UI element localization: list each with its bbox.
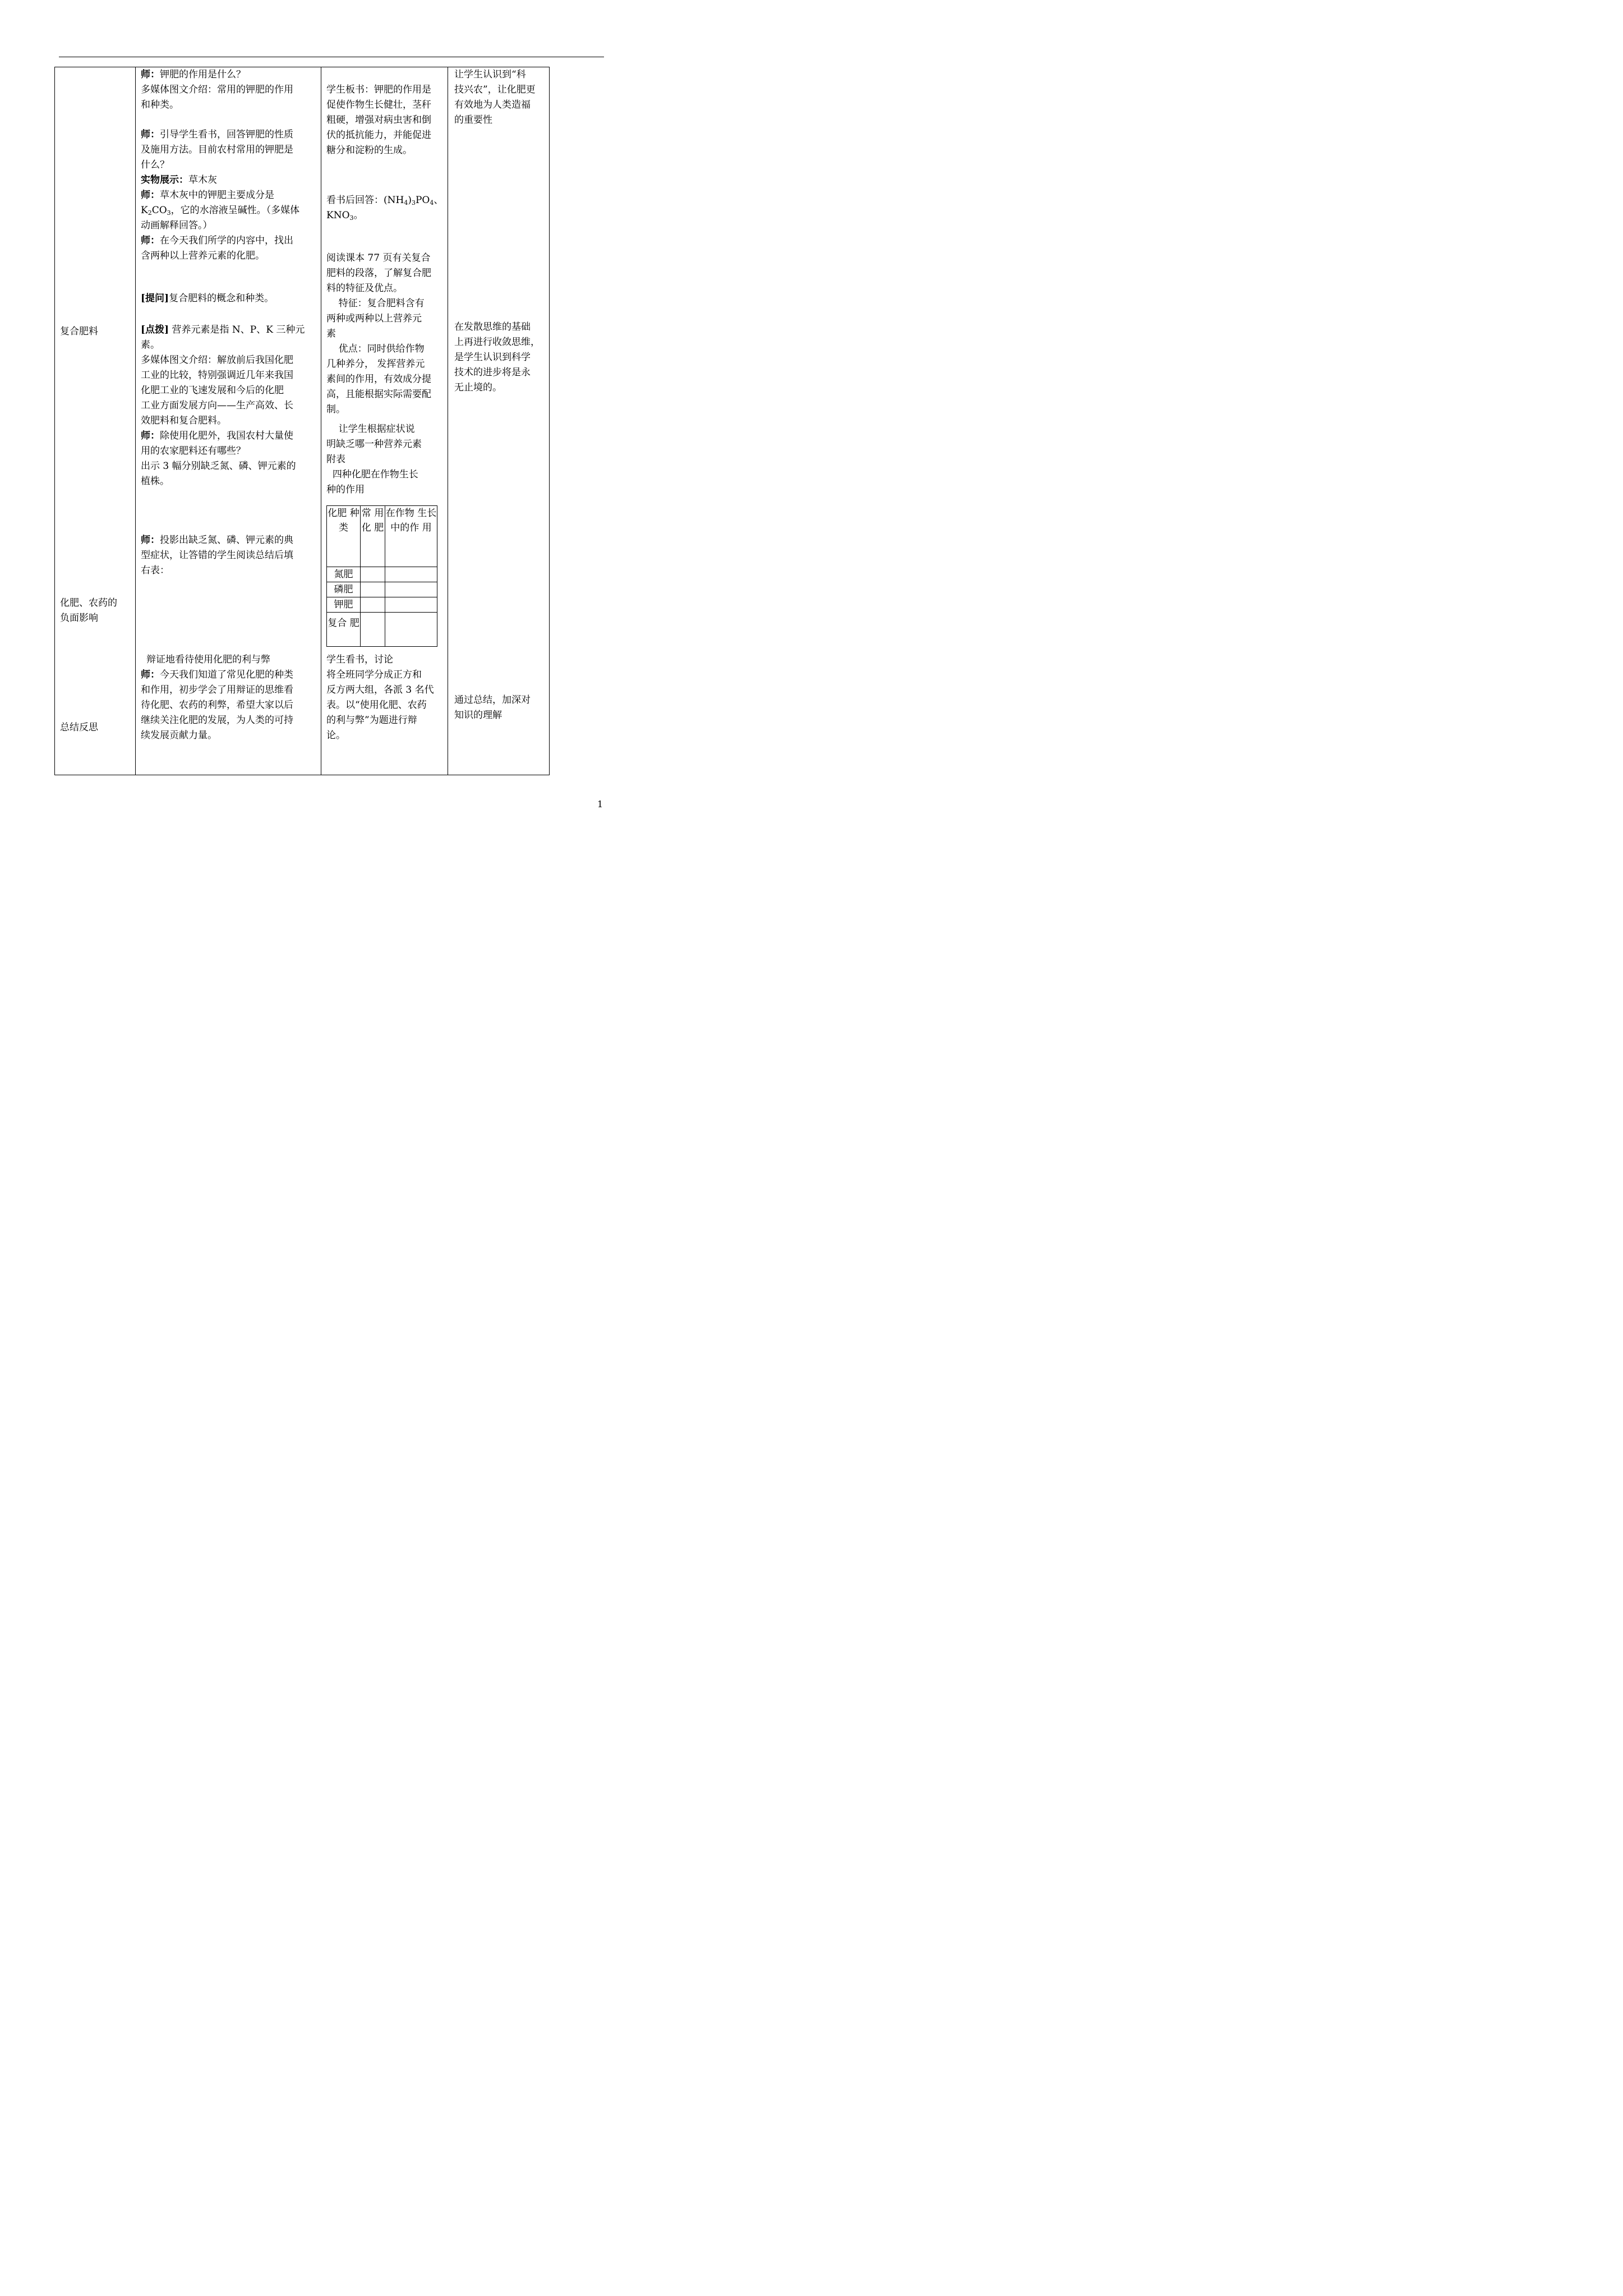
formula-subscript: 3 — [411, 199, 416, 206]
header-fertilizer-type: 化肥 种类 — [328, 508, 359, 533]
intent-summary: 通过总结，加深对 知识的理解 — [454, 694, 531, 721]
intent-divergent-thinking: 在发散思维的基础 上再进行收敛思维， 是学生认识到科学 技术的进步将是永 无止境的。 — [454, 321, 540, 393]
student-activity-column — [322, 67, 448, 775]
formula-text: CO — [151, 205, 167, 216]
speaker-label: 师： — [141, 129, 160, 140]
formula-text: 。 — [353, 210, 363, 221]
formula-text: PO — [415, 195, 430, 206]
teacher-text: 钾肥的作用是什么？ — [160, 69, 246, 80]
student-answer-formulas — [326, 193, 443, 223]
row-label-summary: 总结反思 — [60, 722, 98, 733]
formula-subscript: 3 — [349, 214, 354, 222]
show-deficient-plants: 出示 3 幅分别缺乏氮、磷、钾元素的 植株。 — [141, 461, 296, 487]
compound-features: 特征：复合肥料含有 两种或两种以上营养元 素 — [326, 298, 425, 339]
speaker-label: 师： — [141, 535, 160, 546]
design-intent-column — [449, 67, 549, 775]
teacher-farm-manure — [141, 429, 293, 459]
formula-text: ) — [408, 195, 412, 206]
teacher-text: 草木灰中的钾肥主要成分是 — [160, 190, 274, 201]
teacher-activity-column — [136, 67, 321, 775]
question-label: [提问] — [141, 293, 169, 304]
compound-advantages: 优点：同时供给作物 几种养分， 发挥营养元 素间的作用，有效成分提 高，且能根据实际需要配 制。 — [326, 343, 431, 415]
fertilizer-table-caption: 四种化肥在作物生长 种的作用 — [326, 469, 418, 495]
intent-technology-agriculture: 让学生认识到“科 技兴农”，让化肥更 有效地为人类造福 的重要性 — [454, 69, 536, 126]
display-label: 实物展示： — [141, 174, 188, 186]
formula-text: KNO — [326, 210, 350, 221]
page-number: 1 — [597, 799, 603, 809]
formula-subscript: 4 — [404, 199, 408, 206]
teacher-plant-ash — [141, 188, 299, 233]
teacher-find-compound — [141, 233, 293, 264]
speaker-label: 师： — [141, 669, 160, 680]
teacher-summary — [141, 668, 293, 743]
speaker-label: 师： — [141, 235, 160, 246]
fertilizer-function-table — [326, 505, 437, 647]
formula-subscript: 2 — [147, 209, 152, 217]
teacher-text: 除使用化肥外，我国农村大量使 用的农家肥料还有哪些？ — [141, 430, 293, 457]
student-read-textbook: 阅读课本 77 页有关复合 肥料的段落，了解复合肥 料的特征及优点。 — [326, 252, 431, 294]
formula-subscript: 4 — [430, 199, 434, 206]
student-symptom-task: 让学生根据症状说 明缺乏哪一种营养元素 附表 — [326, 424, 422, 465]
formula-text: 看书后回答：(NH — [326, 195, 404, 206]
row-label-negative-effects: 化肥、农药的 负面影响 — [60, 597, 117, 624]
teacher-text: 投影出缺乏氮、磷、钾元素的典 型症状，让答错的学生阅读总结后填 右表： — [141, 535, 293, 576]
teacher-text: 今天我们知道了常见化肥的种类 和作用，初步学会了用辩证的思维看 待化肥、农药的利弊，希望大家以后 继续关注化肥的发展，为人类的可持 续发展贡献力量。 — [141, 669, 293, 741]
teacher-guide-reading — [141, 127, 293, 173]
dialectical-view-heading: 辩证地看待使用化肥的利与弊 — [146, 654, 270, 665]
teacher-projection-symptoms — [141, 533, 293, 578]
speaker-label: 师： — [141, 190, 160, 201]
teacher-text: 在今天我们所学的内容中，找出 含两种以上营养元素的化肥。 — [141, 235, 293, 261]
formula-text: K — [141, 205, 148, 216]
teacher-question-potash — [141, 67, 246, 82]
header-common-fertilizer: 常 用 化 肥 — [361, 508, 384, 533]
student-debate: 学生看书，讨论 将全班同学分成正方和 反方两大组，各派 3 名代 表。以“使用化肥、农药 的利与弊”为题进行辩 论。 — [326, 654, 434, 741]
teacher-text: 引导学生看书，回答钾肥的性质 及施用方法。目前农村常用的钾肥是 什么？ — [141, 129, 293, 171]
teacher-text: 复合肥料的概念和种类。 — [169, 293, 274, 304]
speaker-label: 师： — [141, 69, 160, 80]
display-text: 草木灰 — [188, 174, 217, 186]
speaker-label: 师： — [141, 430, 160, 441]
header-crop-function: 在作物 生长 中的作 用 — [385, 508, 437, 533]
teacher-text: 营养元素是指 N、P、K 三种元 素。 — [141, 324, 305, 351]
section-column — [55, 67, 136, 775]
lesson-plan-table — [54, 67, 550, 775]
teacher-text: ，它的水溶液呈碱性。（多媒体 动画解释回答。） — [141, 205, 300, 231]
formula-text: 、 — [434, 195, 444, 206]
object-display — [141, 173, 217, 188]
formula-subscript: 3 — [167, 209, 171, 217]
question-compound-concept — [141, 291, 274, 306]
row-compound: 复合 肥 — [328, 618, 359, 629]
row-phosphorus: 磷肥 — [334, 584, 353, 595]
student-board-notes: 学生板书：钾肥的作用是 促使作物生长健壮，茎秆 粗硬，增强对病虫害和倒 伏的抵抗能力，并能促进 糖分和淀粉的生成。 — [326, 84, 431, 156]
row-potassium: 钾肥 — [334, 599, 353, 610]
multimedia-intro-potash: 多媒体图文介绍：常用的钾肥的作用 和种类。 — [141, 84, 293, 111]
row-nitrogen: 氮肥 — [334, 569, 353, 580]
multimedia-industry-history: 多媒体图文介绍：解放前后我国化肥 工业的比较，特别强调近几年来我国 化肥工业的飞速发展和今后的化肥 工业方面发展方向——生产高效、长 效肥料和复合肥料。 — [141, 355, 293, 426]
table-divider — [327, 612, 437, 613]
row-label-compound-fertilizer: 复合肥料 — [60, 326, 98, 337]
hint-nutrient-elements — [141, 323, 305, 353]
hint-label: [点拨] — [141, 324, 169, 335]
